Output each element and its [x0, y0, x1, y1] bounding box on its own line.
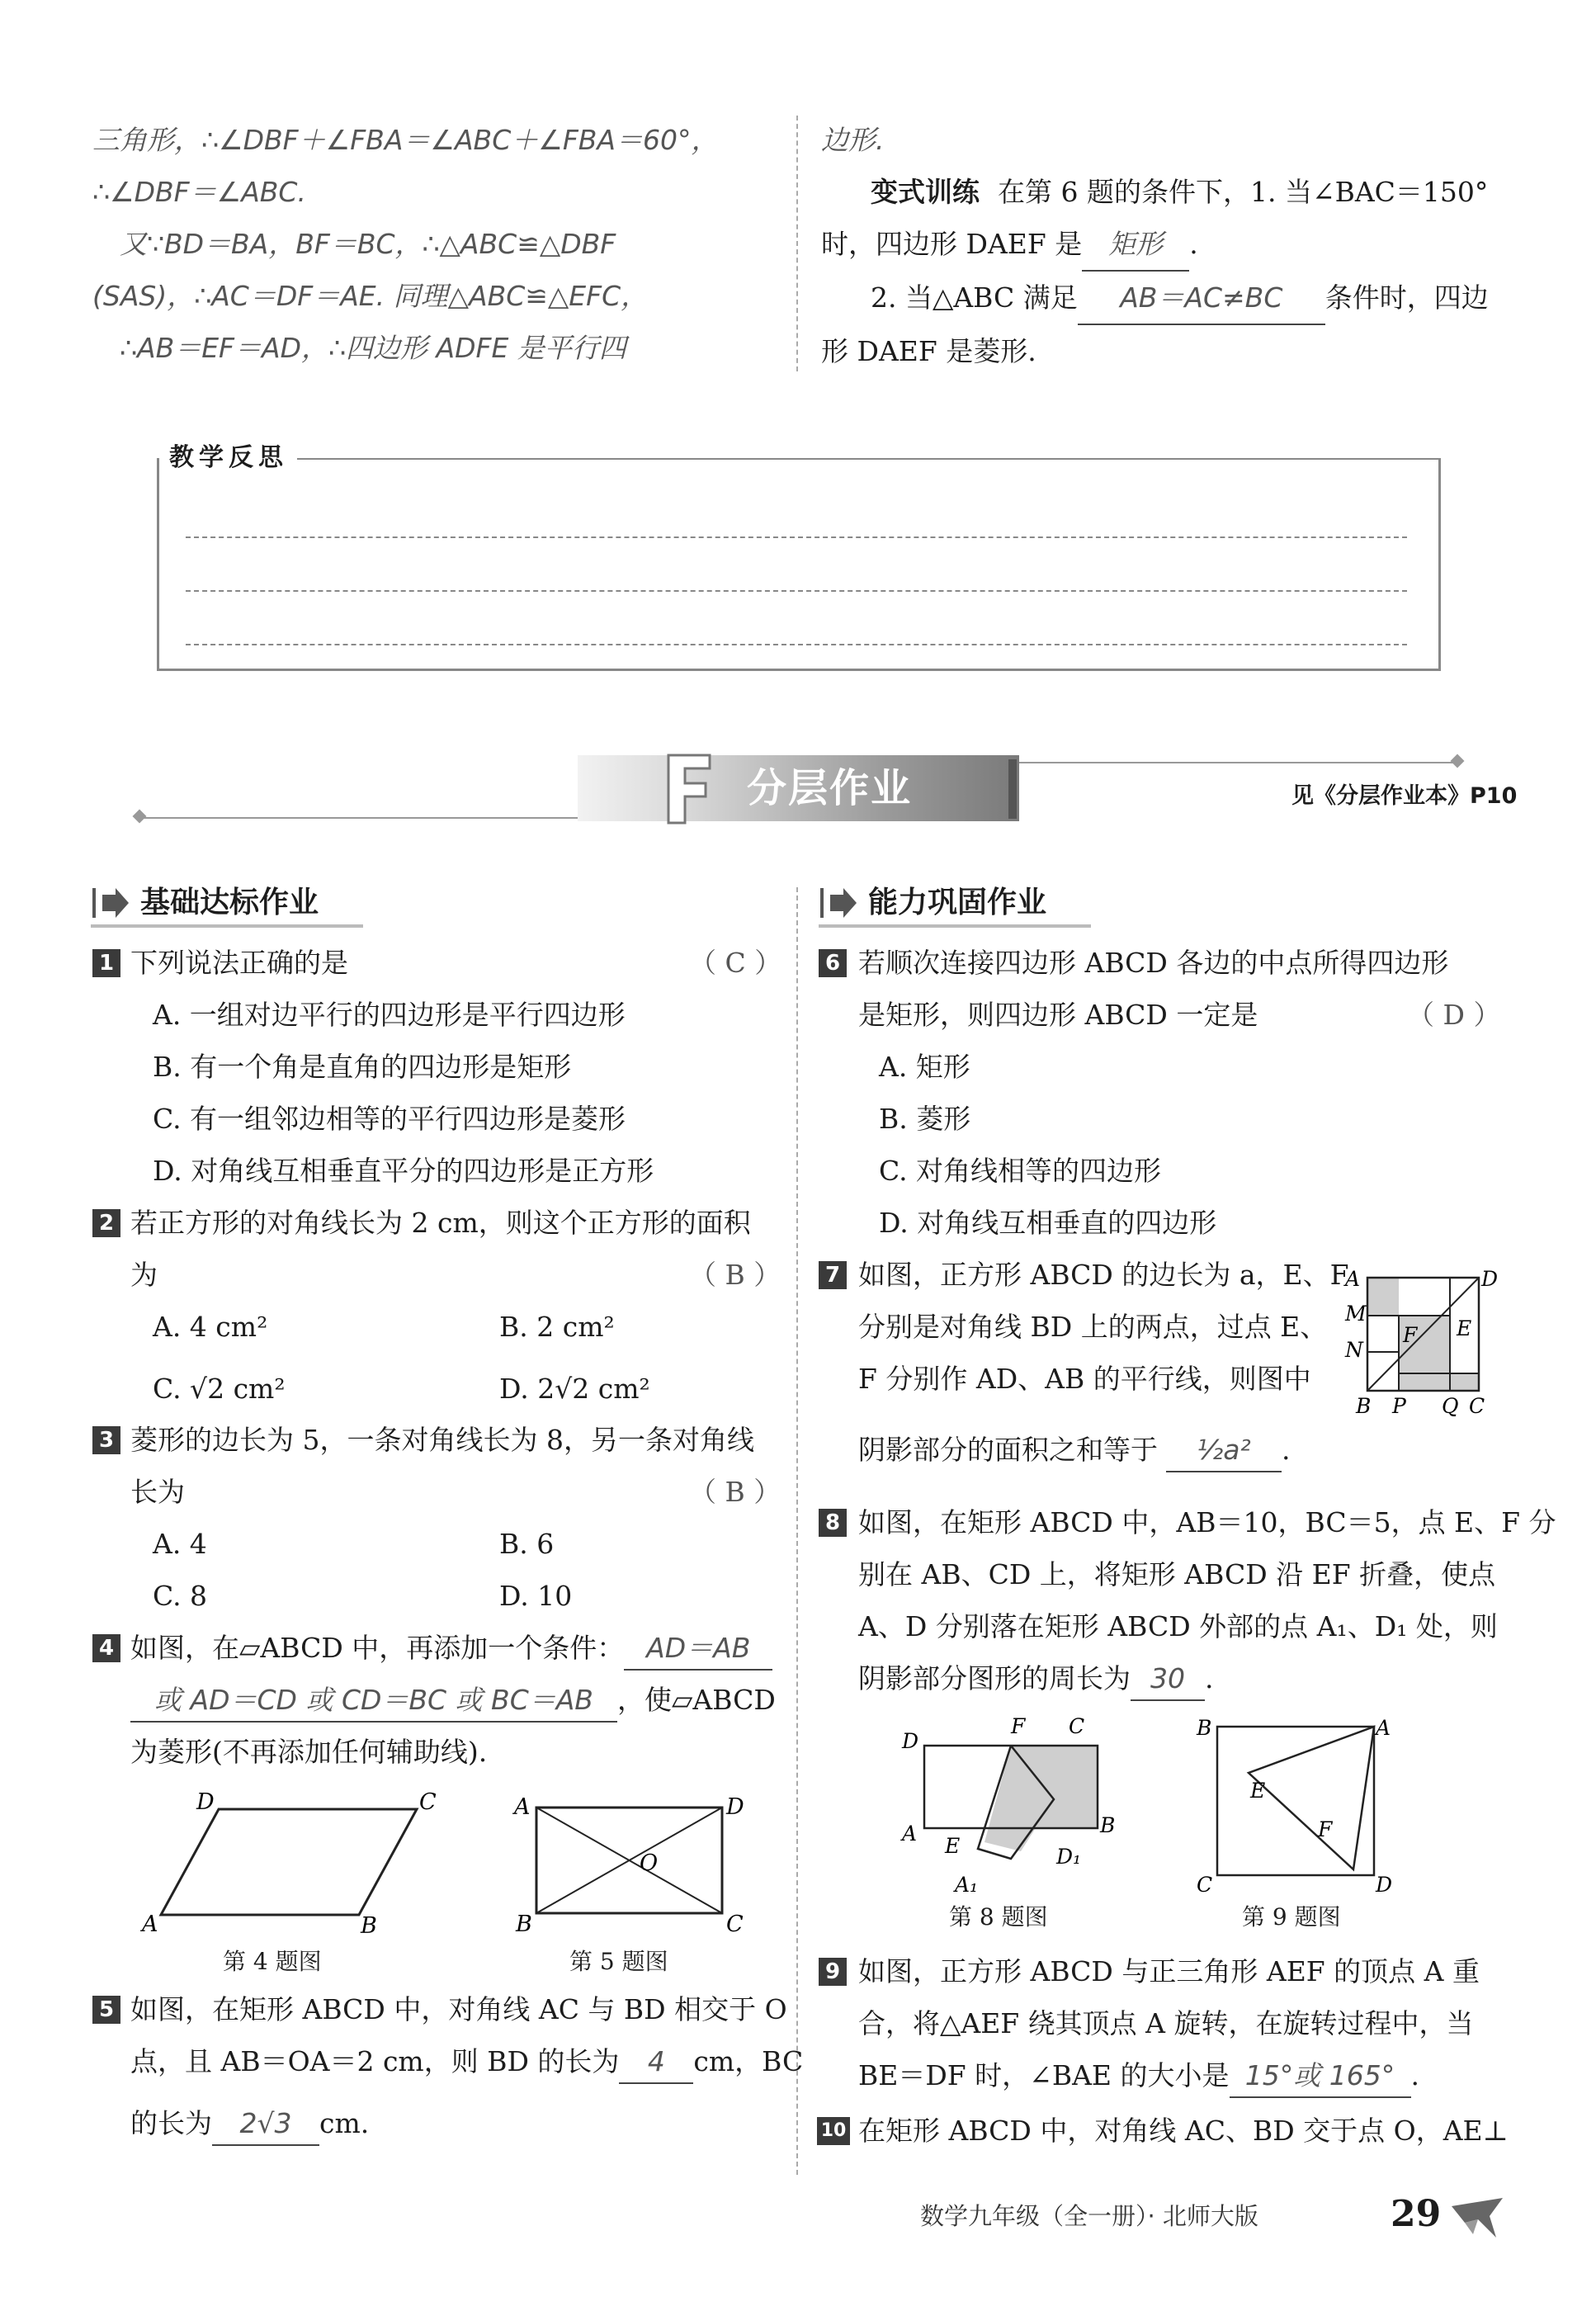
svg-text:E: E [945, 1834, 961, 1858]
footer-bird-logo-icon [1448, 2191, 1506, 2241]
q3-choice-c: C. 8 [153, 1580, 208, 1612]
svg-text:C: C [1469, 1394, 1485, 1418]
q3-stem-line-1: 菱形的边长为 5，一条对角线长为 8，另一条对角线 [130, 1424, 754, 1456]
variant-line-1 [821, 166, 1506, 218]
q4-stem-text: 如图，在▱ABCD 中，再添加一个条件： [130, 1632, 625, 1664]
q2-choice-d: D. 2√2 cm² [499, 1373, 650, 1405]
basic-section-underline [91, 924, 363, 928]
q4-stem-line-2 [130, 1680, 776, 1723]
reflection-line-3 [186, 644, 1407, 645]
q8-stem-line-4 [858, 1658, 1214, 1701]
banner-logo-icon [660, 747, 718, 829]
q6-number: 6 [819, 949, 847, 977]
q8-stem-line-3: A、D 分别落在矩形 ABCD 外部的点 A₁、D₁ 处，则 [858, 1610, 1498, 1642]
q3-choice-a: A. 4 [153, 1528, 207, 1560]
advanced-section-title: 能力巩固作业 [868, 886, 1047, 919]
q1-stem: 下列说法正确的是 [130, 947, 348, 979]
q8-answer: 30 [1131, 1658, 1205, 1701]
reflection-line-1 [186, 536, 1407, 538]
top-right-column [821, 114, 1506, 377]
q6-choice-d: D. 对角线互相垂直的四边形 [879, 1207, 1217, 1239]
q1-choice-a: A. 一组对边平行的四边形是平行四边形 [153, 999, 626, 1031]
variant-q2-text: 2. 当△ABC 满足 [871, 281, 1078, 314]
q3-choice-b: B. 6 [499, 1528, 555, 1560]
q4-stem-line-1 [130, 1628, 772, 1671]
q10-stem: 在矩形 ABCD 中，对角线 AC、BD 交于点 O，AE⊥ [858, 2115, 1509, 2147]
variant-line-3 [821, 272, 1506, 325]
q2-answer: （ B ） [689, 1259, 781, 1291]
q5-stem-line-1: 如图，在矩形 ABCD 中，对角线 AC 与 BD 相交于 O [130, 1993, 787, 2025]
column-divider-main [796, 887, 798, 2175]
svg-text:B: B [1100, 1813, 1116, 1837]
q5-number: 5 [92, 1996, 120, 2024]
top-left-column [92, 114, 777, 374]
banner-title: 分层作业 [747, 765, 913, 811]
q5-stem-text: 点，且 AB＝OA＝2 cm，则 BD 的长为 [130, 2045, 620, 2077]
svg-text:D: D [1481, 1267, 1499, 1291]
banner-rule-left [140, 817, 578, 819]
figure-9-square-triangle [1184, 1708, 1399, 1898]
q9-stem-line-2: 合，将△AEF 绕其顶点 A 旋转，在旋转过程中，当 [858, 2007, 1474, 2039]
q2-stem-line-2: 为 [130, 1259, 158, 1291]
svg-text:N: N [1345, 1338, 1363, 1362]
svg-text:D: D [1376, 1873, 1393, 1897]
page-number: 29 [1391, 2193, 1442, 2235]
q2-stem-line-1: 若正方形的对角线长为 2 cm，则这个正方形的面积 [130, 1207, 751, 1239]
figure-8-caption: 第 8 题图 [949, 1903, 1048, 1931]
q5-stem-end: cm. [319, 2107, 370, 2139]
q7-number: 7 [819, 1261, 847, 1289]
q4-number: 4 [92, 1634, 120, 1662]
q8-stem-line-1: 如图，在矩形 ABCD 中，AB＝10，BC＝5，点 E、F 分 [858, 1506, 1556, 1538]
svg-text:B: B [361, 1913, 377, 1939]
svg-text:D: D [726, 1794, 744, 1820]
figure-8-folded-rectangle [895, 1708, 1118, 1898]
figure-7-square [1333, 1255, 1506, 1420]
svg-text:M: M [1345, 1302, 1367, 1326]
q2-choice-c: C. √2 cm² [153, 1373, 286, 1405]
svg-text:C: C [419, 1791, 437, 1815]
variant-label: 变式训练 [871, 176, 980, 208]
proof-line-3: 又∵BD＝BA，BF＝BC，∴△ABC≌△DBF [92, 228, 616, 260]
q2-choice-b: B. 2 cm² [499, 1311, 615, 1343]
q4-answer-part-2: 或 AD＝CD 或 CD＝BC 或 BC＝AB [130, 1680, 617, 1723]
q7-stem-line-2: 分别是对角线 BD 上的两点，过点 E、 [858, 1311, 1328, 1343]
basic-section-arrow-icon [91, 885, 132, 921]
q5-stem-text-2: cm，BC [693, 2045, 804, 2077]
q3-choice-d: D. 10 [499, 1580, 573, 1612]
q4-stem-line-3: 为菱形(不再添加任何辅助线). [130, 1736, 488, 1768]
svg-text:E: E [1250, 1779, 1266, 1803]
q1-choice-b: B. 有一个角是直角的四边形是矩形 [153, 1051, 572, 1083]
svg-text:A: A [1345, 1267, 1361, 1291]
svg-text:D: D [902, 1729, 919, 1753]
q8-stem-line-2: 别在 AB、CD 上，将矩形 ABCD 沿 EF 折叠，使点 [858, 1558, 1496, 1590]
svg-text:A: A [514, 1794, 531, 1820]
q7-stem-text: 阴影部分的面积之和等于 [858, 1434, 1158, 1466]
svg-text:B: B [1356, 1394, 1372, 1418]
q5-stem-line-2 [130, 2041, 803, 2084]
reflection-line-2 [186, 590, 1407, 592]
svg-text:F: F [1011, 1714, 1026, 1738]
q8-number: 8 [819, 1509, 847, 1537]
footer-book-title: 数学九年级（全一册）· 北师大版 [920, 2202, 1258, 2230]
q9-stem-end: . [1410, 2059, 1419, 2091]
variant-q1-end: . [1189, 228, 1198, 260]
figure-4-caption: 第 4 题图 [223, 1948, 322, 1975]
svg-text:F: F [1318, 1817, 1333, 1841]
variant-text: 在第 6 题的条件下，1. 当∠BAC＝150° [998, 176, 1489, 208]
proof-line-5: ∴AB＝EF＝AD，∴四边形 ADFE 是平行四 [92, 332, 626, 364]
variant-q1-answer: 矩形 [1082, 218, 1189, 272]
svg-text:D₁: D₁ [1056, 1845, 1082, 1869]
variant-line-4: 形 DAEF 是菱形. [821, 335, 1036, 367]
svg-text:A: A [1376, 1716, 1391, 1740]
svg-text:C: C [1069, 1714, 1085, 1738]
figure-5-rectangle [508, 1791, 755, 1940]
q7-stem-line-3: F 分别作 AD、AB 的平行线，则图中 [858, 1363, 1311, 1395]
variant-q2-text-end: 条件时，四边 [1324, 281, 1489, 314]
svg-text:A: A [902, 1822, 918, 1845]
svg-text:P: P [1392, 1394, 1406, 1418]
column-divider-top [796, 116, 798, 371]
advanced-section-underline [819, 924, 1091, 928]
proof-line-1: 三角形，∴∠DBF＋∠FBA＝∠ABC＋∠FBA＝60°， [92, 124, 719, 156]
q6-choice-a: A. 矩形 [879, 1051, 970, 1083]
proof-line-4: (SAS)，∴AC＝DF＝AE. 同理△ABC≌△EFC， [92, 280, 649, 312]
svg-text:O: O [640, 1850, 659, 1876]
q8-stem-end: . [1205, 1662, 1214, 1694]
figure-9-caption: 第 9 题图 [1242, 1903, 1341, 1931]
q3-number: 3 [92, 1426, 120, 1454]
q3-answer: （ B ） [689, 1476, 781, 1508]
basic-section-title: 基础达标作业 [140, 886, 319, 919]
svg-text:E: E [1457, 1316, 1472, 1340]
q1-choice-c: C. 有一组邻边相等的平行四边形是菱形 [153, 1103, 626, 1135]
q6-answer: （ D ） [1407, 999, 1501, 1031]
figure-5-caption: 第 5 题图 [569, 1948, 668, 1975]
q3-stem-line-2: 长为 [130, 1476, 185, 1508]
q7-stem-line-4 [858, 1430, 1291, 1472]
q9-number: 9 [819, 1958, 847, 1986]
figure-4-parallelogram [124, 1791, 446, 1940]
proof-line-end: 边形. [821, 124, 885, 156]
svg-text:B: B [1197, 1716, 1212, 1740]
advanced-section-arrow-icon [819, 885, 860, 921]
svg-text:Q: Q [1442, 1394, 1459, 1418]
q9-stem-line-1: 如图，正方形 ABCD 与正三角形 AEF 的顶点 A 重 [858, 1955, 1480, 1987]
svg-text:F: F [1403, 1323, 1418, 1347]
variant-q1-text: 时，四边形 DAEF 是 [821, 228, 1083, 260]
q5-stem-text-3: 的长为 [130, 2107, 212, 2139]
q7-stem-line-1: 如图，正方形 ABCD 的边长为 a，E、F [858, 1259, 1349, 1291]
q6-stem-line-1: 若顺次连接四边形 ABCD 各边的中点所得四边形 [858, 947, 1449, 979]
q2-number: 2 [92, 1209, 120, 1237]
q5-answer-bd: 4 [619, 2041, 693, 2084]
svg-text:C: C [726, 1912, 744, 1937]
q9-stem-line-3 [858, 2055, 1419, 2098]
q6-choice-c: C. 对角线相等的四边形 [879, 1155, 1162, 1187]
banner-accent-bar [1008, 759, 1017, 819]
q6-stem-line-2: 是矩形，则四边形 ABCD 一定是 [858, 999, 1258, 1031]
reflection-title: 教学反思 [169, 442, 296, 475]
banner-diamond-right [1451, 754, 1465, 768]
q1-answer: （ C ） [689, 947, 782, 979]
q4-answer-part-1: AD＝AB [624, 1628, 772, 1671]
variant-q2-answer: AB＝AC≠BC [1078, 272, 1325, 325]
variant-line-2 [821, 218, 1506, 272]
reflection-box [157, 458, 1441, 671]
svg-text:A₁: A₁ [955, 1873, 979, 1897]
q2-choice-a: A. 4 cm² [153, 1311, 268, 1343]
q4-stem-mid: ，使▱ABCD [617, 1684, 776, 1716]
q9-stem-text: BE＝DF 时，∠BAE 的大小是 [858, 2059, 1230, 2091]
svg-text:B: B [516, 1912, 532, 1937]
reflection-top-line [297, 458, 1438, 460]
q7-stem-end: . [1282, 1434, 1291, 1466]
q10-number: 10 [817, 2117, 850, 2145]
q9-answer: 15°或 165° [1230, 2055, 1411, 2098]
svg-text:A: A [142, 1912, 158, 1937]
q1-number: 1 [92, 949, 120, 977]
banner-diamond-left [133, 810, 147, 824]
q6-choice-b: B. 菱形 [879, 1103, 971, 1135]
svg-text:D: D [196, 1791, 215, 1815]
q5-answer-bc: 2√3 [212, 2103, 319, 2146]
svg-text:C: C [1197, 1873, 1213, 1897]
banner-reference: 见《分层作业本》P10 [1291, 783, 1518, 809]
q8-stem-text: 阴影部分图形的周长为 [858, 1662, 1131, 1694]
proof-line-2: ∴∠DBF＝∠ABC. [92, 176, 306, 208]
q1-choice-d: D. 对角线互相垂直平分的四边形是正方形 [153, 1155, 654, 1187]
q5-stem-line-3 [130, 2103, 369, 2146]
banner-rule-right [1019, 762, 1457, 763]
q7-answer: ½a² [1166, 1430, 1282, 1472]
